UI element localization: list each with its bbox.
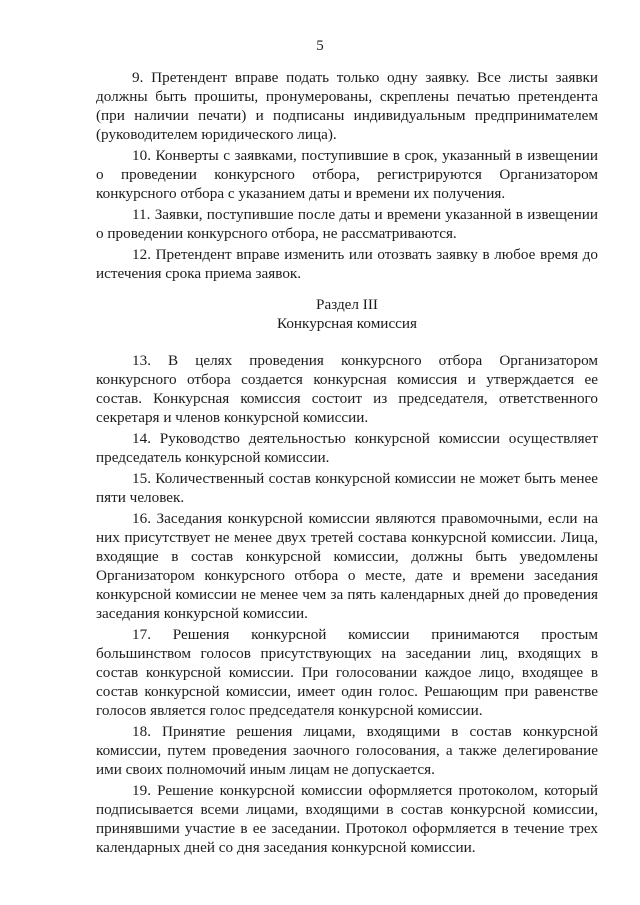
paragraph-13: 13. В целях проведения конкурсного отбора Организатором конкурсного отбора создается конкурсная комиссия и утверждается ее состав. Конкурсная комиссия состоит из председателя, ответственного секретаря и членов конкурсной комиссии. xyxy=(96,352,598,426)
paragraph-14: 14. Руководство деятельностью конкурсной комиссии осуществляет председатель конкурсной комиссии. xyxy=(96,430,598,466)
paragraph-18: 18. Принятие решения лицами, входящими в состав конкурсной комиссии, путем проведения заочного голосования, а также делегирование ими своих полномочий иным лицам не допускается. xyxy=(96,723,598,778)
paragraph-11: 11. Заявки, поступившие после даты и времени указанной в извещении о проведении конкурсного отбора, не рассматриваются. xyxy=(96,206,598,242)
paragraph-12: 12. Претендент вправе изменить или отозвать заявку в любое время до истечения срока приема заявок. xyxy=(96,246,598,282)
section-number: Раздел III xyxy=(316,296,378,313)
paragraph-9: 9. Претендент вправе подать только одну заявку. Все листы заявки должны быть прошиты, пронумерованы, скреплены печатью претендента (при наличии печати) и подписаны индивидуальным предпринимателем (руководителем юридического лица). xyxy=(96,69,598,143)
paragraph-17: 17. Решения конкурсной комиссии принимаются простым большинством голосов присутствующих на заседании лиц, входящих в состав конкурсной комиссии. При голосовании каждое лицо, входящее в состав конкурсной комиссии, имеет один голос. Решающим при равенстве голосов является голос председателя конкурсной комиссии. xyxy=(96,626,598,719)
paragraph-15: 15. Количественный состав конкурсной комиссии не может быть менее пяти человек. xyxy=(96,470,598,506)
paragraph-10: 10. Конверты с заявками, поступившие в срок, указанный в извещении о проведении конкурсного отбора, регистрируются Организатором конкурсного отбора с указанием даты и времени их получения. xyxy=(96,147,598,202)
section-heading xyxy=(96,295,598,333)
section-title: Конкурсная комиссия xyxy=(276,315,418,332)
document-body xyxy=(96,68,598,859)
paragraph-19: 19. Решение конкурсной комиссии оформляется протоколом, который подписывается всеми лицами, входящими в состав конкурсной комиссии, принявшими участие в ее заседании. Протокол оформляется в течение трех календарных дней со дня заседания конкурсной комиссии. xyxy=(96,782,598,856)
paragraph-16: 16. Заседания конкурсной комиссии являются правомочными, если на них присутствует не менее двух третей состава конкурсной комиссии. Лица, входящие в состав конкурсной комиссии, должны быть уведомлены Организатором конкурсного отбора о месте, дате и времени заседания конкурсной комиссии не менее чем за пять календарных дней до проведения заседания конкурсной комиссии. xyxy=(96,510,598,622)
page-number: 5 xyxy=(316,38,324,54)
